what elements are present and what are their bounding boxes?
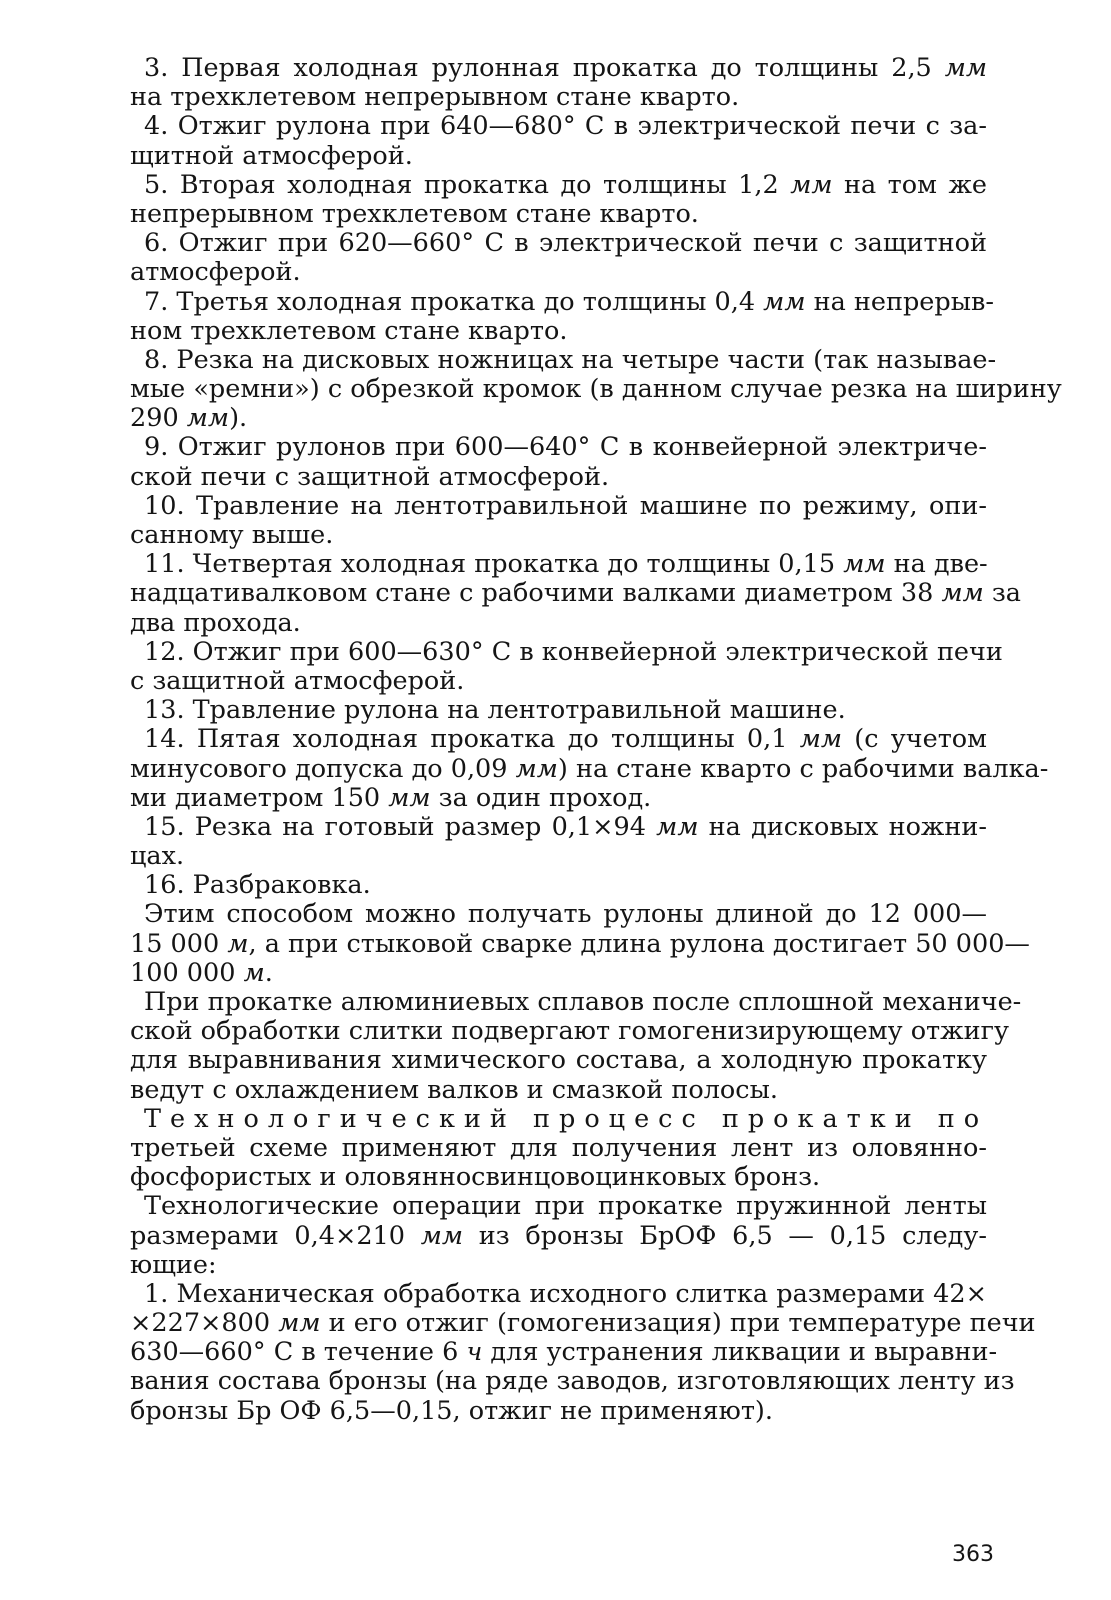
text-line: на трехклетевом непрерывном стане кварто. bbox=[130, 82, 740, 113]
text-line: 5. Вторая холодная прокатка до толщины 1,2 мм на том же bbox=[144, 169, 988, 200]
text-line: 3. Первая холодная рулонная прокатка до толщины 2,5 мм bbox=[144, 53, 987, 83]
text-line: Технологический процесс прокатки по bbox=[144, 1103, 989, 1134]
text-line: ном трехклетевом стане кварто. bbox=[130, 315, 568, 346]
text-line: 290 мм). bbox=[130, 403, 248, 434]
text-line: с защитной атмосферой. bbox=[130, 665, 465, 696]
text-line: 9. Отжиг рулонов при 600—640° С в конвейерной электриче- bbox=[144, 432, 987, 463]
text-line: для выравнивания химического состава, а холодную прокатку bbox=[130, 1045, 987, 1076]
text-line: цах. bbox=[130, 841, 185, 872]
text-line: 12. Отжиг при 600—630° С в конвейерной электрической печи bbox=[144, 636, 1003, 667]
text-line: ской обработки слитки подвергают гомогенизирующему отжигу bbox=[130, 1016, 1009, 1047]
text-line: бронзы Бр ОФ 6,5—0,15, отжиг не применяют). bbox=[130, 1395, 773, 1426]
text-line: непрерывном трехклетевом стане кварто. bbox=[130, 198, 699, 229]
text-line: фосфористых и оловянносвинцовоцинковых бронз. bbox=[130, 1162, 821, 1193]
text-line: ведут с охлаждением валков и смазкой полосы. bbox=[130, 1074, 778, 1105]
text-line: 8. Резка на дисковых ножницах на четыре части (так называе- bbox=[144, 344, 997, 375]
text-line: вания состава бронзы (на ряде заводов, изготовляющих ленту из bbox=[130, 1366, 1015, 1397]
page-number: 363 bbox=[952, 1542, 994, 1567]
text-line: атмосферой. bbox=[130, 257, 301, 288]
text-line: третьей схеме применяют для получения лент из оловянно- bbox=[130, 1132, 987, 1163]
text-line: При прокатке алюминиевых сплавов после сплошной механиче- bbox=[144, 987, 1022, 1017]
text-line: 7. Третья холодная прокатка до толщины 0,4 мм на непрерыв- bbox=[144, 286, 994, 317]
text-line: 14. Пятая холодная прокатка до толщины 0,1 мм (с учетом bbox=[144, 724, 987, 755]
text-line: Технологические операции при прокатке пружинной ленты bbox=[144, 1191, 987, 1222]
text-line: 16. Разбраковка. bbox=[144, 870, 371, 901]
text-line: Этим способом можно получать рулоны длиной до 12 000— bbox=[144, 899, 987, 930]
body-text bbox=[130, 53, 1062, 1426]
text-line: ской печи с защитной атмосферой. bbox=[130, 461, 610, 492]
text-line: 13. Травление рулона на лентотравильной машине. bbox=[144, 695, 846, 726]
text-line: ×227×800 мм и его отжиг (гомогенизация) при температуре печи bbox=[130, 1308, 1036, 1339]
text-line: 1. Механическая обработка исходного слитка размерами 42× bbox=[144, 1278, 987, 1309]
text-line: ющие: bbox=[130, 1249, 217, 1280]
text-line: 630—660° С в течение 6 ч для устранения ликвации и выравни- bbox=[130, 1337, 998, 1368]
text-line: минусового допуска до 0,09 мм) на стане кварто с рабочими валка- bbox=[130, 753, 1049, 784]
text-line: 4. Отжиг рулона при 640—680° С в электрической печи с за- bbox=[144, 111, 987, 142]
text-line: санному выше. bbox=[130, 520, 334, 550]
text-line: 100 000 м. bbox=[130, 957, 273, 988]
text-line: два прохода. bbox=[130, 607, 301, 638]
text-line: мые «ремни») с обрезкой кромок (в данном случае резка на ширину bbox=[130, 374, 1062, 405]
text-line: 6. Отжиг при 620—660° С в электрической печи с защитной bbox=[144, 228, 987, 259]
text-line: размерами 0,4×210 мм из бронзы БрОФ 6,5 — 0,15 следу- bbox=[130, 1220, 987, 1251]
text-line: 15 000 м, а при стыковой сварке длина рулона достигает 50 000— bbox=[130, 928, 1030, 959]
text-line: 10. Травление на лентотравильной машине по режиму, опи- bbox=[144, 490, 987, 521]
text-line: ми диаметром 150 мм за один проход. bbox=[130, 782, 652, 813]
text-line: щитной атмосферой. bbox=[130, 140, 413, 171]
text-line: 15. Резка на готовый размер 0,1×94 мм на дисковых ножни- bbox=[144, 811, 988, 842]
text-line: надцативалковом стане с рабочими валками диаметром 38 мм за bbox=[130, 578, 1021, 609]
text-line: 11. Четвертая холодная прокатка до толщины 0,15 мм на две- bbox=[144, 549, 988, 580]
